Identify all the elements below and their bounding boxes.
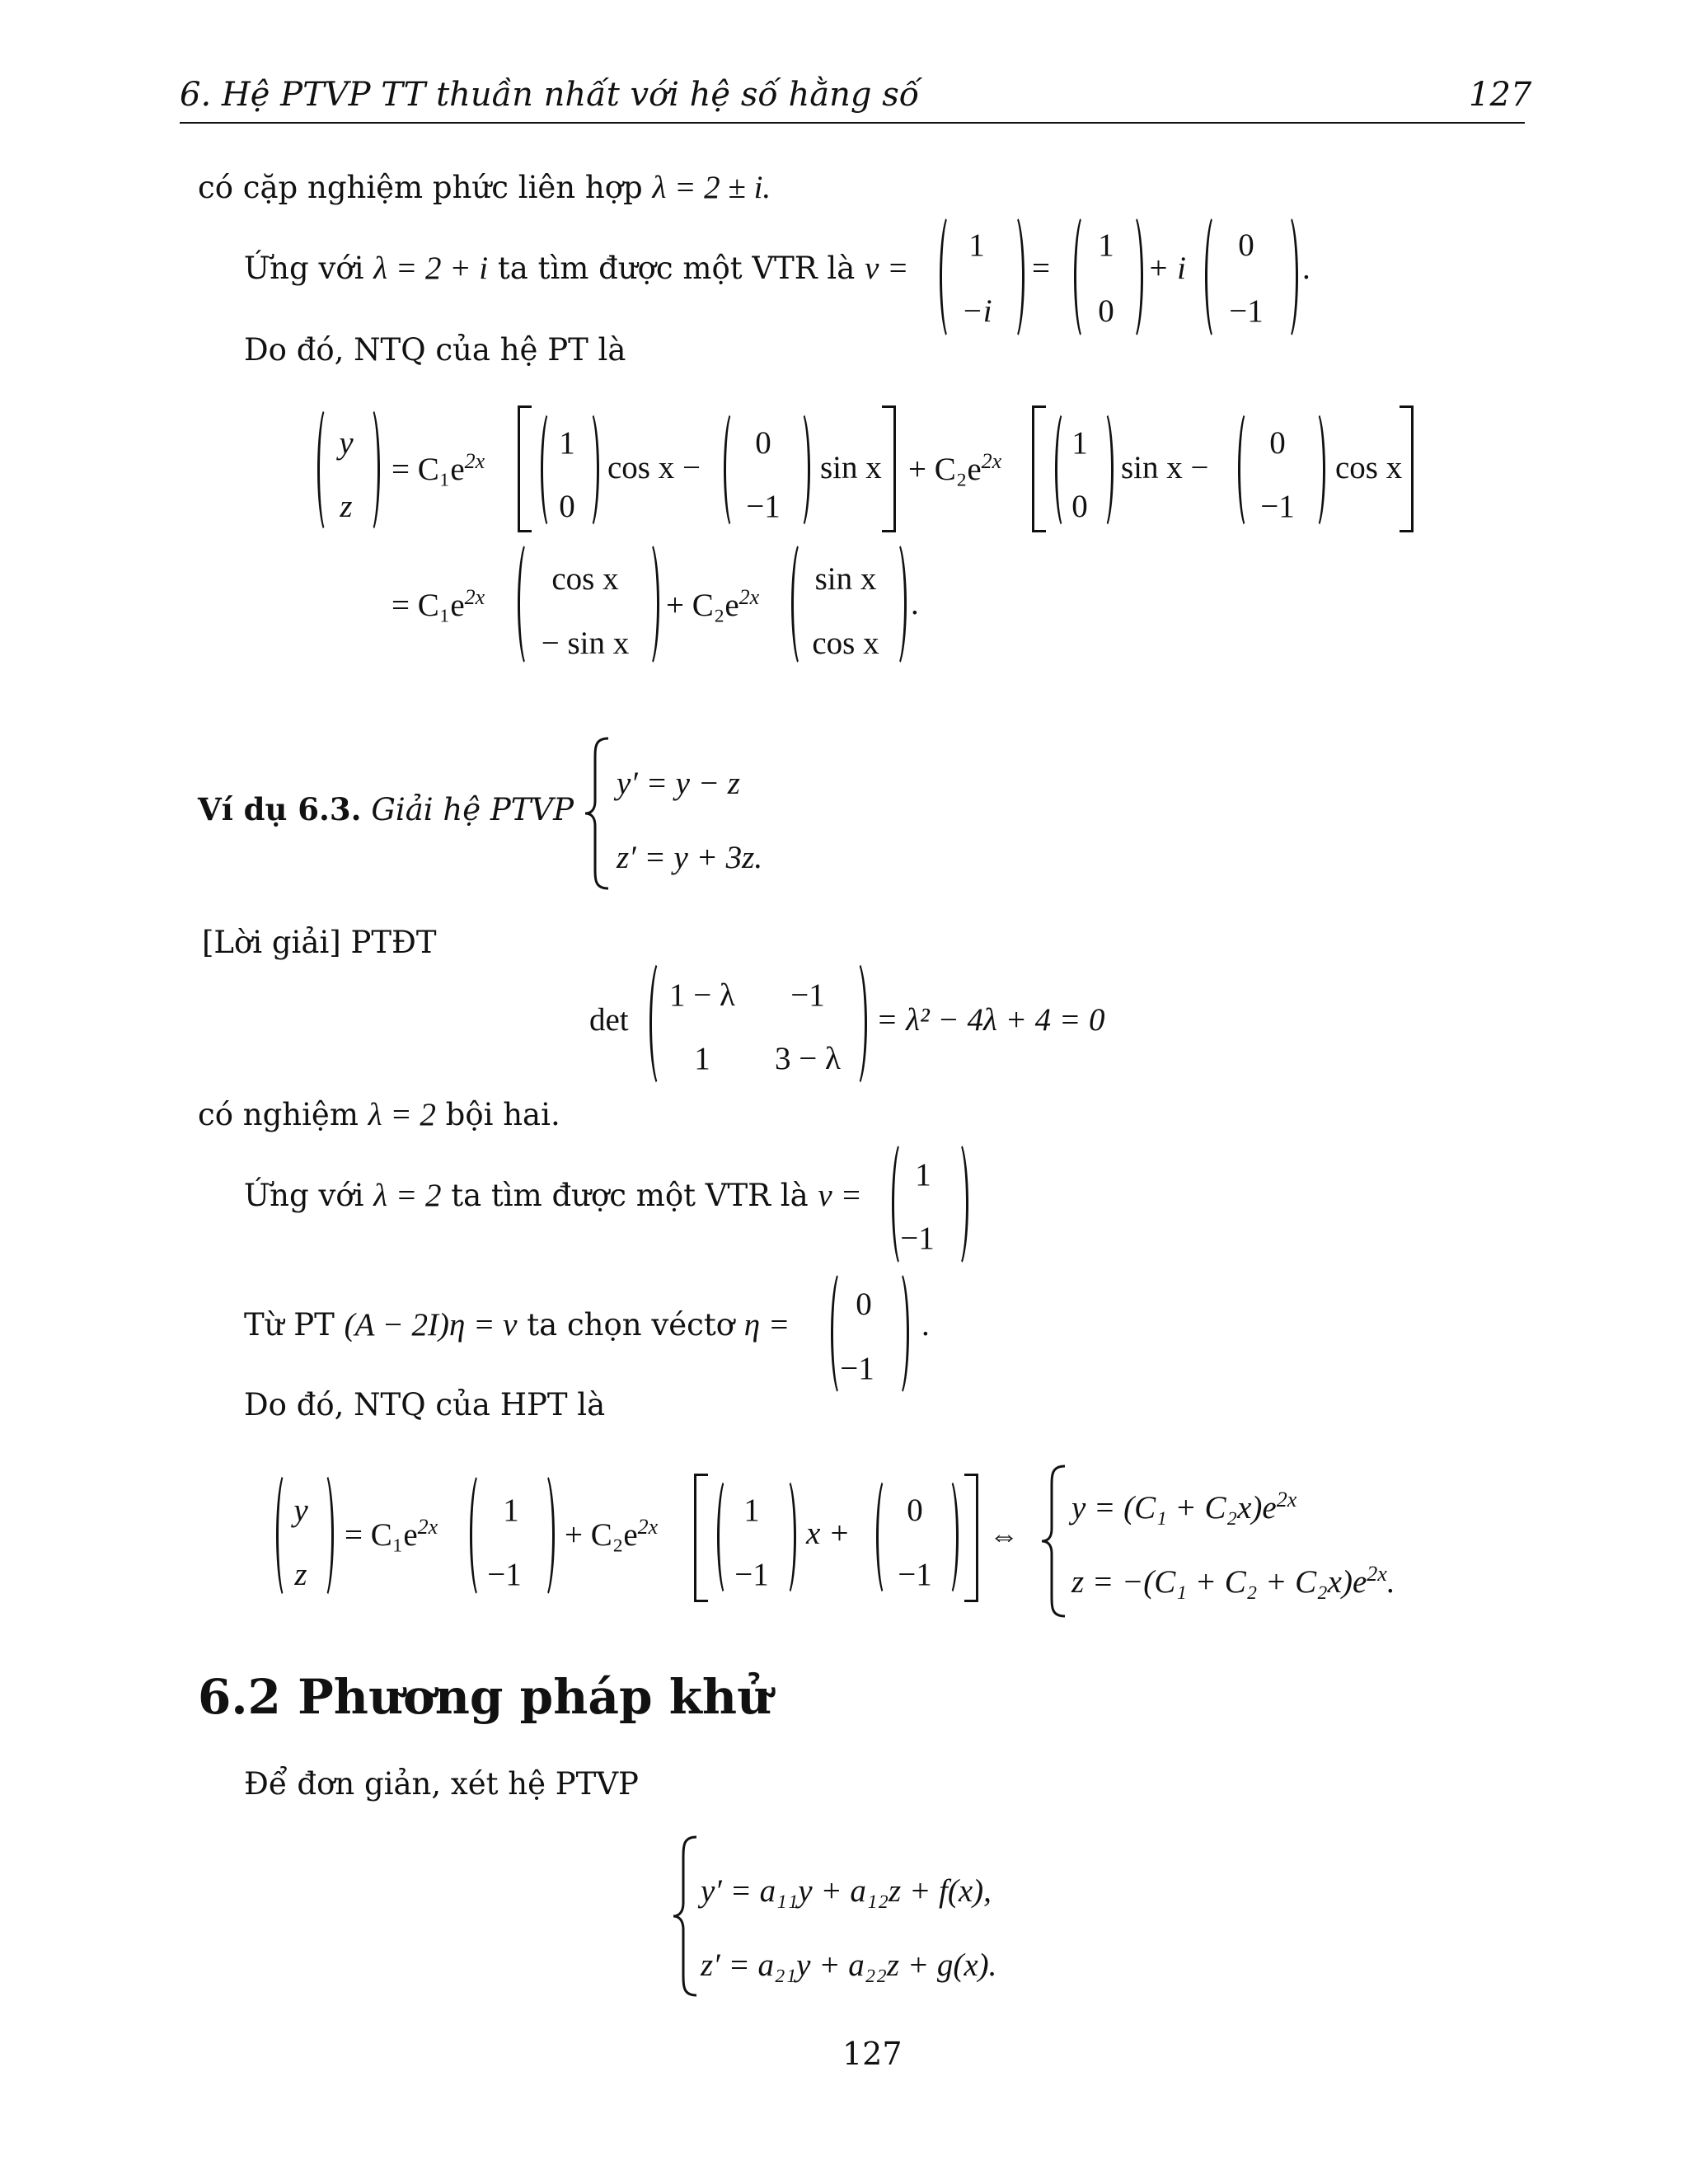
system-equation-1: y′ = y − z bbox=[617, 766, 740, 801]
right-paren bbox=[361, 405, 380, 534]
right-paren bbox=[777, 1477, 796, 1597]
vector-entry: z bbox=[294, 1557, 307, 1592]
curly-brace bbox=[672, 1834, 701, 1999]
paragraph-ntq-2: Do đó, NTQ của HPT là bbox=[244, 1387, 606, 1422]
vector-entry: sin x bbox=[814, 561, 877, 597]
math-inline: v = bbox=[865, 251, 909, 286]
right-paren bbox=[580, 410, 599, 530]
vector-entry: 0 bbox=[755, 425, 771, 461]
right-paren bbox=[886, 540, 907, 668]
math-inline: v = bbox=[818, 1178, 862, 1213]
vector-entry: 1 bbox=[915, 1157, 931, 1193]
matrix-entry: 1 − λ bbox=[669, 977, 735, 1013]
text: ta tìm được một VTR là bbox=[451, 1178, 809, 1213]
right-paren bbox=[1004, 213, 1025, 341]
vector-entry: 1 bbox=[1071, 425, 1088, 461]
text: Từ PT bbox=[244, 1307, 335, 1343]
text: có nghiệm bbox=[198, 1097, 359, 1132]
right-paren bbox=[791, 410, 810, 530]
example-heading bbox=[198, 791, 574, 827]
text: có cặp nghiệm phức liên hợp bbox=[198, 170, 643, 205]
right-bracket bbox=[1400, 405, 1414, 532]
curly-brace bbox=[584, 735, 613, 892]
vector-entry: 0 bbox=[1071, 489, 1088, 524]
vector-entry: 0 bbox=[907, 1493, 923, 1528]
vector-entry: cos x bbox=[812, 626, 879, 661]
header-rule bbox=[180, 122, 1525, 124]
text: Ứng với bbox=[244, 1178, 364, 1213]
section-intro: Để đơn giản, xét hệ PTVP bbox=[244, 1766, 639, 1802]
right-paren bbox=[534, 1471, 555, 1600]
paragraph-eigenvector bbox=[244, 250, 908, 287]
right-paren bbox=[1278, 213, 1298, 341]
vector-entry: − sin x bbox=[541, 626, 630, 661]
result-y: $y = (C_1 + C_2x)e^{2x}$ bbox=[1071, 1488, 1297, 1526]
paragraph-generalized-vector bbox=[244, 1306, 790, 1343]
vector-entry: 1 bbox=[559, 425, 575, 461]
math-inline: λ = 2 ± i. bbox=[652, 170, 771, 205]
det-label: det bbox=[589, 1002, 629, 1038]
math-term: = $C_1e^{2x}$ bbox=[345, 1515, 438, 1553]
vector-entry: 0 bbox=[559, 489, 575, 524]
vector-entry: −1 bbox=[1229, 293, 1264, 329]
right-paren bbox=[940, 1477, 959, 1597]
section-heading: 6.2 Phương pháp khử bbox=[198, 1669, 772, 1725]
system-equation-1: y′ = a₁₁y + a₁₂z + f(x), bbox=[701, 1873, 992, 1909]
math-term: = $C_1e^{2x}$ bbox=[392, 585, 485, 623]
math-inline: + i bbox=[1147, 251, 1186, 286]
vector-entry: −1 bbox=[1260, 489, 1295, 524]
vector-entry: −1 bbox=[746, 489, 781, 524]
vector-entry: −i bbox=[961, 293, 992, 329]
matrix-entry: −1 bbox=[790, 977, 825, 1013]
vector-entry: 1 bbox=[503, 1493, 519, 1528]
system-equation-2: z′ = y + 3z. bbox=[617, 840, 763, 875]
right-paren bbox=[1306, 410, 1325, 530]
math-inline: λ = 2 + i bbox=[373, 251, 489, 286]
math-term: + $C_2e^{2x}$ bbox=[565, 1515, 659, 1553]
right-paren bbox=[639, 540, 659, 668]
solution-intro: [Lời giải] PTĐT bbox=[202, 925, 437, 960]
paragraph-complex-roots bbox=[198, 169, 771, 206]
right-paren bbox=[315, 1471, 334, 1600]
vector-entry: y bbox=[339, 425, 354, 461]
characteristic-equation: = λ² − 4λ + 4 = 0 bbox=[876, 1002, 1105, 1038]
vector-entry: 1 bbox=[743, 1493, 760, 1528]
text: Ứng với bbox=[244, 251, 364, 286]
right-paren bbox=[845, 958, 867, 1089]
vector-entry: 1 bbox=[968, 227, 985, 263]
result-z: $z = -(C_1 + C_2 + C_2x)e^{2x}$. bbox=[1071, 1562, 1395, 1600]
paragraph-ntq: Do đó, NTQ của hệ PT là bbox=[244, 332, 626, 368]
vector-entry: 0 bbox=[1269, 425, 1286, 461]
paragraph-eigenvector-2 bbox=[244, 1177, 862, 1214]
vector-entry: −1 bbox=[734, 1557, 769, 1592]
math-inline: λ = 2 bbox=[368, 1097, 436, 1132]
vector-entry: 0 bbox=[1098, 293, 1114, 329]
period: . bbox=[1302, 251, 1311, 286]
vector-entry: −1 bbox=[487, 1557, 522, 1592]
right-paren bbox=[1123, 213, 1143, 341]
period: . bbox=[921, 1307, 930, 1343]
running-header-page-number: 127 bbox=[1469, 76, 1532, 114]
matrix-entry: 1 bbox=[694, 1041, 710, 1076]
curly-brace bbox=[1040, 1463, 1070, 1619]
equals: = bbox=[1032, 251, 1050, 286]
vector-entry: 0 bbox=[856, 1286, 872, 1322]
math-term: + $C_2e^{2x}$ bbox=[666, 585, 760, 623]
running-header-title: 6. Hệ PTVP TT thuần nhất với hệ số hằng số bbox=[180, 76, 920, 114]
math-term: sin x − bbox=[1121, 450, 1209, 485]
right-paren bbox=[948, 1140, 968, 1268]
math-inline: η = bbox=[743, 1307, 790, 1343]
text: ta chọn véctơ bbox=[527, 1307, 735, 1343]
text: ta tìm được một VTR là bbox=[497, 251, 856, 286]
math-term: sin x bbox=[820, 450, 882, 485]
right-bracket bbox=[964, 1474, 978, 1602]
matrix-entry: 3 − λ bbox=[775, 1041, 841, 1076]
right-paren bbox=[889, 1269, 909, 1398]
right-paren bbox=[1095, 410, 1114, 530]
iff-symbol: ⇔ bbox=[989, 1519, 1019, 1552]
example-statement: Giải hệ PTVP bbox=[371, 792, 574, 827]
math-term: + $C_2e^{2x}$ bbox=[908, 449, 1002, 487]
text: bội hai. bbox=[445, 1097, 560, 1132]
paragraph-root bbox=[198, 1096, 560, 1133]
math-term: cos x − bbox=[607, 450, 701, 485]
vector-entry: 0 bbox=[1238, 227, 1254, 263]
vector-entry: −1 bbox=[900, 1221, 935, 1256]
right-bracket bbox=[882, 405, 896, 532]
math-term: cos x bbox=[1335, 450, 1403, 485]
vector-entry: −1 bbox=[898, 1557, 932, 1592]
period: . bbox=[911, 586, 919, 621]
vector-entry: z bbox=[340, 489, 353, 524]
footer-page-number: 127 bbox=[842, 2036, 903, 2072]
math-term: = $C_1e^{2x}$ bbox=[392, 449, 485, 487]
system-equation-2: z′ = a₂₁y + a₂₂z + g(x). bbox=[701, 1947, 997, 1983]
vector-entry: −1 bbox=[840, 1351, 874, 1386]
math-inline: λ = 2 bbox=[373, 1178, 442, 1213]
math-term: x + bbox=[806, 1516, 851, 1551]
vector-entry: y bbox=[293, 1493, 308, 1528]
vector-entry: 1 bbox=[1098, 227, 1114, 263]
math-inline: (A − 2I)η = v bbox=[344, 1307, 518, 1343]
example-label: Ví dụ 6.3. bbox=[198, 791, 362, 827]
vector-entry: cos x bbox=[551, 561, 619, 597]
